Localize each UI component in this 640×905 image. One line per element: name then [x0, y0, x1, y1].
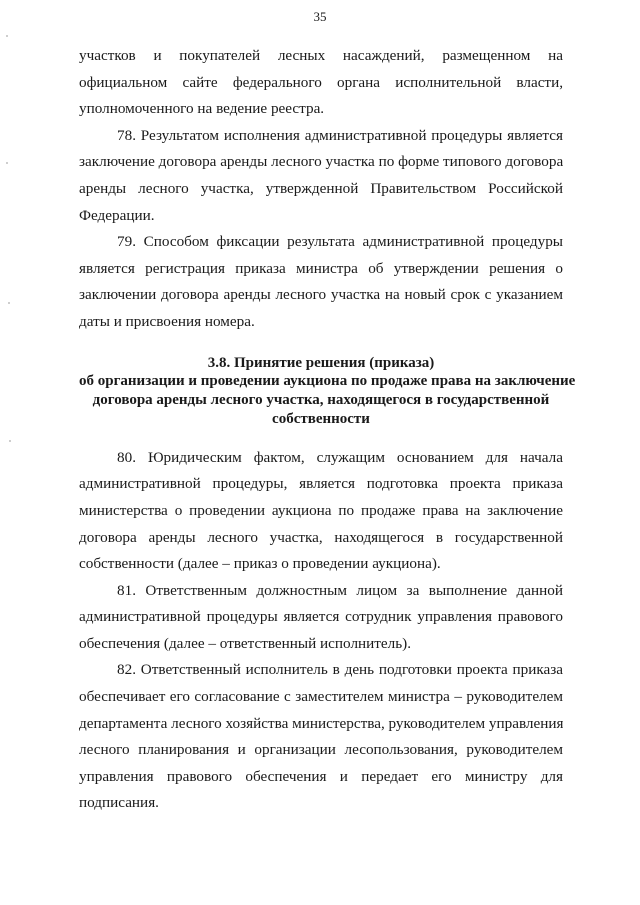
text-line: даты и присвоения номера. — [79, 312, 255, 330]
text-line: лесного планирования и организации лесопользования, руководителем — [79, 741, 563, 759]
scan-speck — [6, 35, 8, 37]
heading-line: собственности — [272, 410, 370, 427]
text-line: является регистрация приказа министра об утверждении решения о — [79, 259, 563, 277]
text-line: Федерации. — [79, 206, 155, 224]
text-line: заключение договора аренды лесного участка по форме типового договора — [79, 153, 563, 171]
text-line: 78. Результатом исполнения административной процедуры является — [117, 126, 563, 144]
text-line: 80. Юридическим фактом, служащим основанием для начала — [117, 448, 563, 466]
text-line: управления правового обеспечения и передает его министру для — [79, 767, 563, 785]
section-heading — [79, 354, 576, 429]
text-line: уполномоченного на ведение реестра. — [79, 100, 325, 118]
scan-speck — [9, 440, 11, 442]
text-line: административной процедуры, является подготовка проекта приказа — [79, 475, 563, 493]
spacer — [79, 429, 563, 445]
text-line: заключении договора аренды лесного участка на новый срок с указанием — [79, 286, 563, 304]
heading-line: 3.8. Принятие решения (приказа) — [207, 354, 435, 371]
scan-speck — [8, 302, 10, 304]
text-line: административной процедуры является сотрудник управления правового — [79, 608, 563, 626]
text-line: собственности (далее – приказ о проведении аукциона). — [79, 555, 441, 573]
text-line: министерства о проведении аукциона по продаже права на заключение — [79, 501, 563, 519]
text-line: 82. Ответственный исполнитель в день подготовки проекта приказа — [117, 661, 563, 679]
paragraph-79 — [79, 229, 563, 335]
text-line: договора аренды лесного участка, находящегося в государственной — [79, 528, 563, 546]
paragraph-continuation — [79, 43, 563, 123]
paragraph-80 — [79, 445, 563, 578]
text-line: 81. Ответственным должностным лицом за выполнение данной — [117, 581, 563, 599]
text-line: аренды лесного участка, утвержденной Правительством Российской — [79, 179, 563, 197]
paragraph-78 — [79, 123, 563, 229]
text-line: обеспечивает его согласование с заместителем министра – руководителем — [79, 688, 563, 706]
scan-speck — [6, 162, 8, 164]
document-body — [79, 43, 576, 817]
text-line: 79. Способом фиксации результата административной процедуры — [117, 233, 563, 251]
text-line: участков и покупателей лесных насаждений, размещенном на — [79, 47, 563, 64]
text-line: департамента лесного хозяйства министерства, руководителем управления — [79, 714, 563, 732]
spacer — [79, 336, 563, 354]
heading-line: договора аренды лесного участка, находящегося в государственной — [92, 392, 550, 409]
text-line: обеспечения (далее – ответственный исполнитель). — [79, 634, 412, 652]
text-line: официальном сайте федерального органа исполнительной власти, — [79, 73, 563, 91]
page-number: 35 — [313, 9, 327, 24]
text-line: подписания. — [79, 794, 159, 812]
paragraph-81 — [79, 578, 563, 658]
paragraph-82 — [79, 657, 563, 817]
heading-line: об организации и проведении аукциона по продаже права на заключение — [79, 373, 576, 390]
